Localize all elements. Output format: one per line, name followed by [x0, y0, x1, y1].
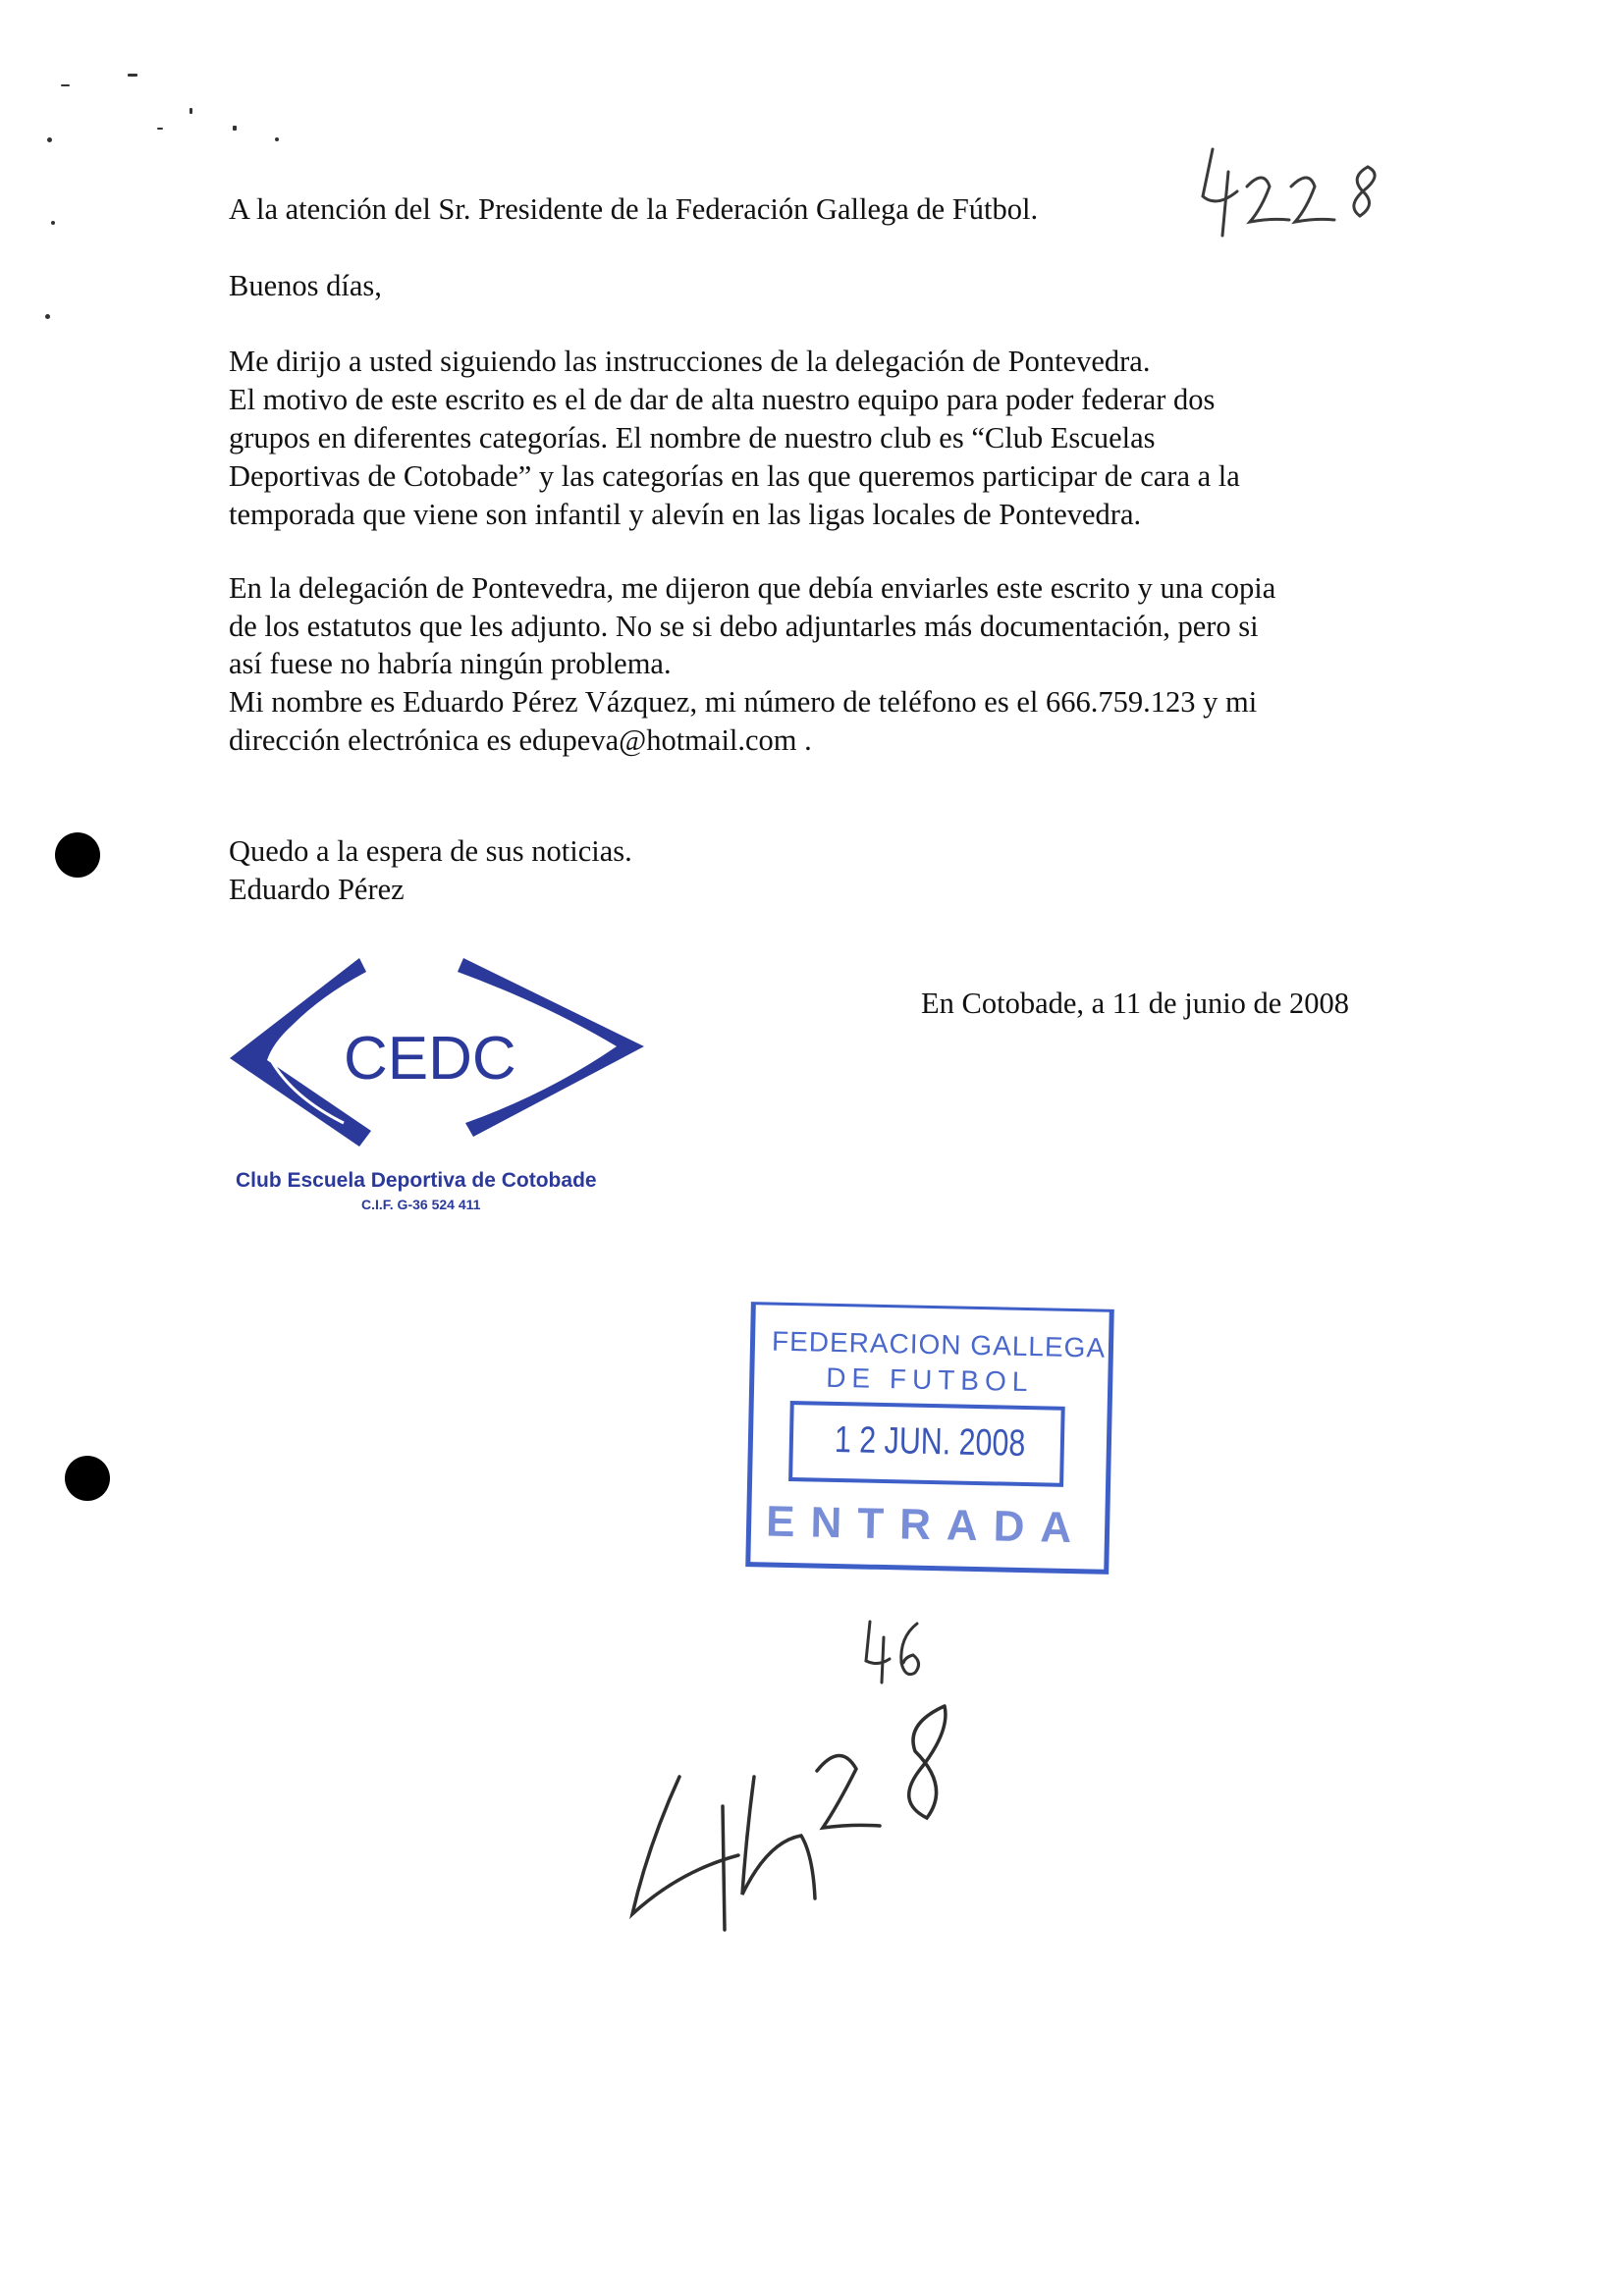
speck	[233, 126, 237, 131]
club-logo-name: Club Escuela Deportiva de Cotobade	[236, 1169, 597, 1192]
paragraph-line: El motivo de este escrito es el de dar de alta nuestro equipo para poder federar dos	[229, 383, 1216, 416]
paragraph-line: Deportivas de Cotobade” y las categorías en las que queremos participar de cara a la	[229, 459, 1240, 493]
speck	[61, 84, 70, 86]
speck	[157, 128, 163, 130]
punch-hole-bottom	[65, 1456, 110, 1501]
paragraph-line: En la delegación de Pontevedra, me dijeron que debía enviarles este escrito y una copia	[229, 571, 1276, 605]
punch-hole-top	[55, 832, 100, 878]
reception-stamp-line2: DE FUTBOL	[825, 1362, 1034, 1398]
handwritten-number-bottom	[621, 1688, 1003, 1944]
letter-greeting: Buenos días,	[229, 269, 382, 302]
speck	[275, 137, 279, 141]
handwritten-number-top	[1193, 137, 1399, 245]
speck	[47, 137, 52, 142]
club-logo	[224, 950, 656, 1225]
paragraph-line: Mi nombre es Eduardo Pérez Vázquez, mi número de teléfono es el 666.759.123 y mi	[229, 685, 1258, 719]
reception-stamp	[745, 1302, 1116, 1576]
speck	[128, 74, 137, 77]
speck	[45, 314, 50, 319]
reception-stamp-label: ENTRADA	[765, 1497, 1088, 1553]
place-date: En Cotobade, a 11 de junio de 2008	[921, 987, 1349, 1020]
paragraph-line: temporada que viene son infantil y alevín en las ligas locales de Pontevedra.	[229, 498, 1142, 531]
paragraph-line: grupos en diferentes categorías. El nombre de nuestro club es “Club Escuelas	[229, 421, 1156, 454]
letter-closing: Quedo a la espera de sus noticias.	[229, 834, 632, 868]
speck	[189, 108, 192, 114]
handwritten-number-middle	[856, 1618, 935, 1690]
club-logo-cif: C.I.F. G-36 524 411	[361, 1197, 481, 1212]
speck	[51, 221, 55, 225]
paragraph-line: dirección electrónica es edupeva@hotmail.com .	[229, 723, 812, 757]
paragraph-line: de los estatutos que les adjunto. No se si debo adjuntarles más documentación, pero si	[229, 610, 1259, 643]
letter-signature: Eduardo Pérez	[229, 873, 405, 906]
club-logo-acronym: CEDC	[344, 1025, 516, 1093]
reception-stamp-date: 1 2 JUN. 2008	[834, 1418, 1026, 1466]
reception-stamp-line1: FEDERACION GALLEGA	[771, 1325, 1107, 1363]
paragraph-line: así fuese no habría ningún problema.	[229, 647, 672, 680]
letter-addressee: A la atención del Sr. Presidente de la Federación Gallega de Fútbol.	[229, 192, 1039, 226]
paragraph-line: Me dirijo a usted siguiendo las instrucciones de la delegación de Pontevedra.	[229, 345, 1151, 378]
